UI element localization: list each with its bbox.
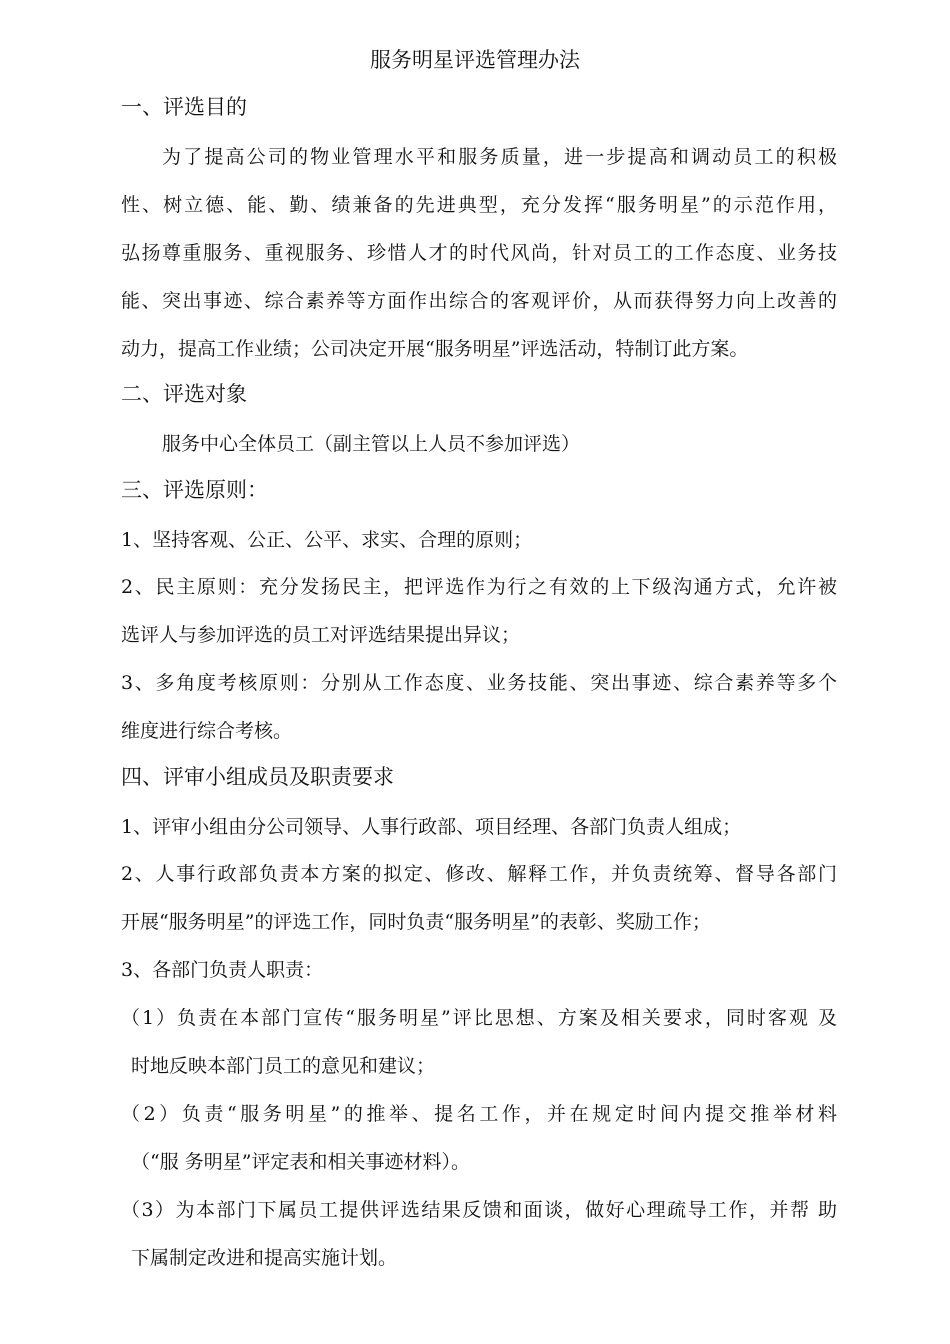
sub-list-item: （1）负责在本部门宣传“服务明星”评比思想、方案及相关要求，同时客观 及: [121, 1007, 837, 1029]
paragraph-line: 弘扬尊重服务、重视服务、珍惜人才的时代风尚，针对员工的工作态度、业务技: [121, 242, 837, 264]
list-item: 2、民主原则：充分发扬民主，把评选作为行之有效的上下级沟通方式，允许被: [121, 576, 837, 598]
list-item: 3、多角度考核原则：分别从工作态度、业务技能、突出事迹、综合素养等多个: [121, 672, 837, 694]
list-item: 1、评审小组由分公司领导、人事行政部、项目经理、各部门负责人组成；: [121, 816, 742, 838]
sub-list-item-continuation: 下属制定改进和提高实施计划。: [131, 1247, 398, 1269]
list-item: 2、人事行政部负责本方案的拟定、修改、解释工作，并负责统筹、督导各部门: [121, 863, 837, 885]
list-item: 3、各部门负责人职责：: [121, 959, 324, 981]
list-item-continuation: 维度进行综合考核。: [121, 720, 293, 742]
list-item: 1、坚持客观、公正、公平、求实、合理的原则；: [121, 529, 533, 551]
document-title: 服务明星评选管理办法: [370, 48, 580, 72]
section-heading-target: 二、评选对象: [121, 382, 247, 406]
list-item-continuation: 开展“服务明星”的评选工作，同时负责“服务明星”的表彰、奖励工作；: [121, 911, 711, 933]
paragraph-line: 动力，提高工作业绩；公司决定开展“服务明星”评选活动，特制订此方案。: [121, 338, 749, 360]
sub-list-item: （3）为本部门下属员工提供评选结果反馈和面谈，做好心理疏导工作，并帮 助: [121, 1199, 837, 1221]
list-item-continuation: 选评人与参加评选的员工对评选结果提出异议；: [121, 624, 521, 646]
sub-list-item: （2）负责“服务明星”的推举、提名工作，并在规定时间内提交推举材料: [121, 1103, 837, 1125]
section-heading-purpose: 一、评选目的: [121, 95, 247, 119]
section-heading-committee: 四、评审小组成员及职责要求: [121, 765, 394, 789]
section-heading-principles: 三、评选原则：: [121, 478, 268, 502]
paragraph-line: 服务中心全体员工（副主管以上人员不参加评选）: [162, 433, 581, 455]
paragraph-line: 能、突出事迹、综合素养等方面作出综合的客观评价，从而获得努力向上改善的: [121, 290, 837, 312]
sub-list-item-continuation: 时地反映本部门员工的意见和建议；: [131, 1055, 436, 1077]
paragraph-line: 为了提高公司的物业管理水平和服务质量，进一步提高和调动员工的积极: [162, 146, 837, 168]
sub-list-item-continuation: （“服 务明星”评定表和相关事迹材料）。: [131, 1151, 470, 1173]
paragraph-line: 性、树立德、能、勤、绩兼备的先进典型，充分发挥“服务明星”的示范作用，: [121, 194, 837, 216]
